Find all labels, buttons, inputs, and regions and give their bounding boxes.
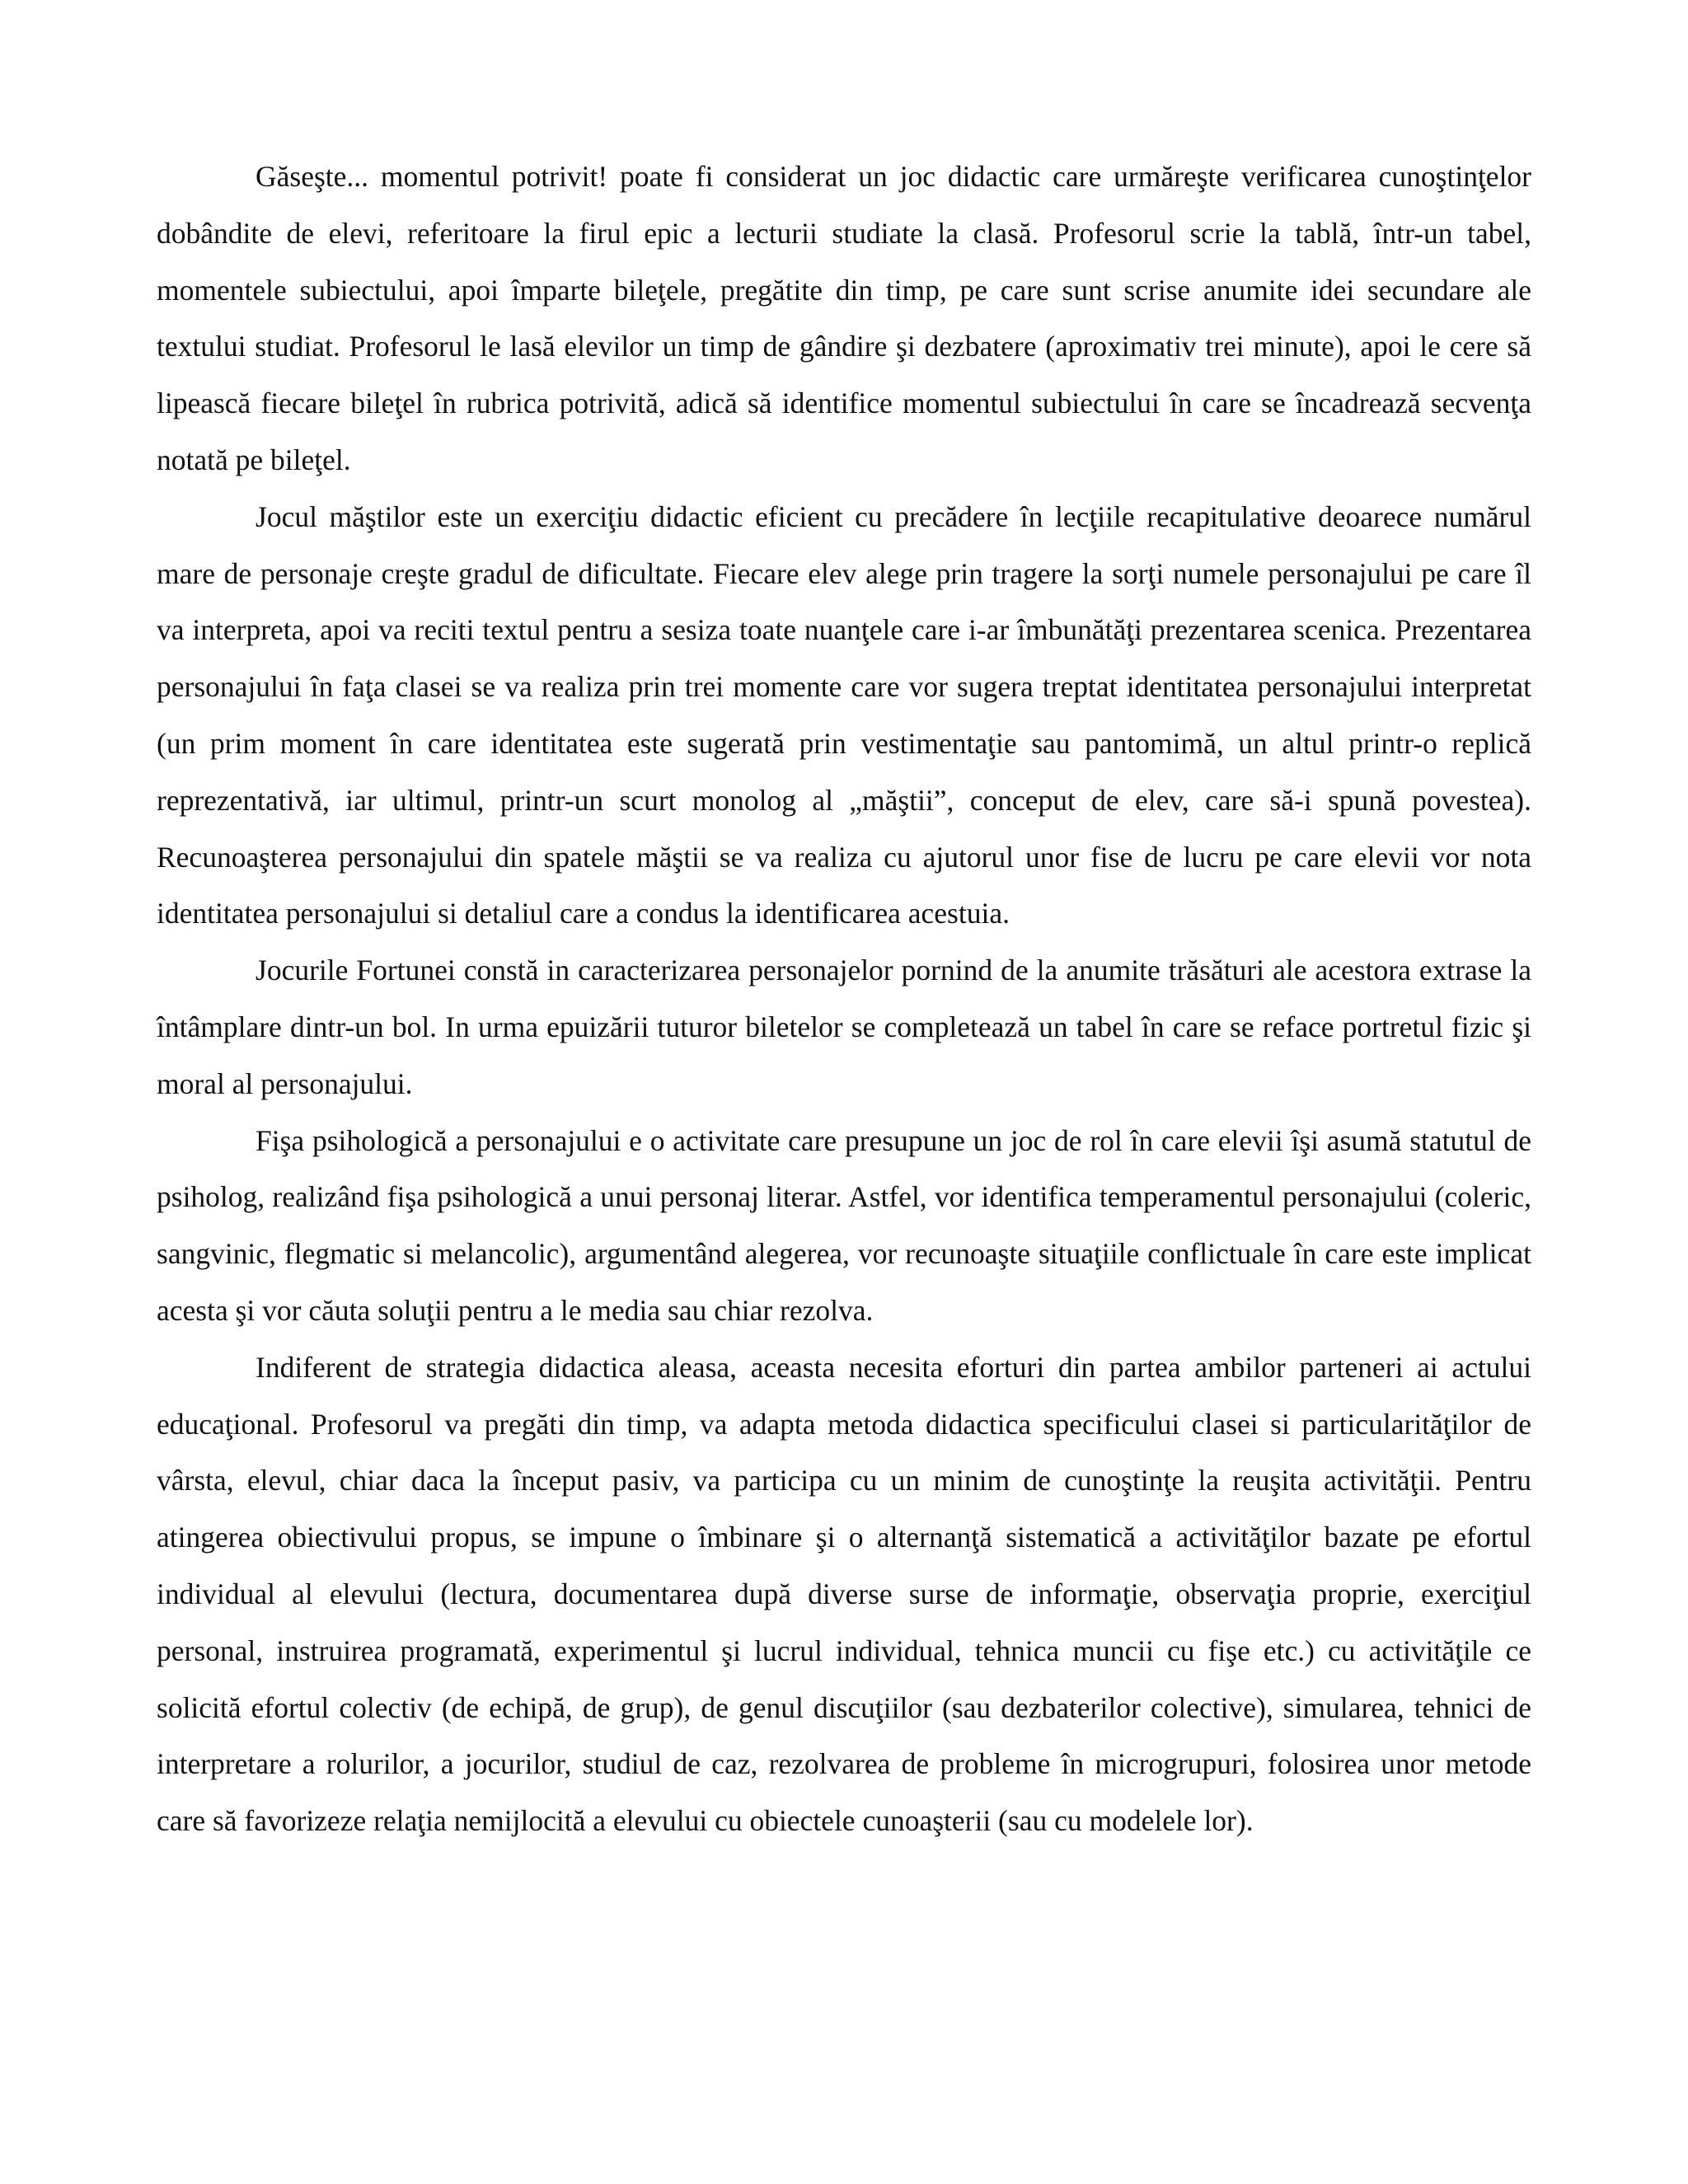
document-page <box>157 148 1531 1849</box>
paragraph-strategia-didactica: Indiferent de strategia didactica aleasa, aceasta necesita eforturi din partea ambilor parteneri ai actului educaţional. Profesorul va pregăti din timp, va adapta metoda didactica specificului clasei si particularităţilor de vârsta, elevul, chiar daca la început pasiv, va participa cu un minim de cunoştinţe la reuşita activităţii. Pentru atingerea obiectivului propus, se impune o îmbinare şi o alternanţă sistematică a activităţilor bazate pe efortul individual al elevului (lectura, documentarea după diverse surse de informaţie, observaţia proprie, exerciţiul personal, instruirea programată, experimentul şi lucrul individual, tehnica muncii cu fişe etc.) cu activităţile ce solicită efortul colectiv (de echipă, de grup), de genul discuţiilor (sau dezbaterilor colective), simularea, tehnici de interpretare a rolurilor, a jocurilor, studiul de caz, rezolvarea de probleme în microgrupuri, folosirea unor metode care să favorizeze relaţia nemijlocită a elevului cu obiectele cunoaşterii (sau cu modelele lor). <box>157 1350 1531 1838</box>
paragraph-jocurile-fortunei: Jocurile Fortunei constă in caracterizarea personajelor pornind de la anumite trăsături ale acestora extrase la întâmplare dintr-un bol. In urma epuizării tuturor biletelor se completează un tabel în care se reface portretul fizic şi moral al personajului. <box>157 954 1531 1100</box>
paragraph-jocul-mastilor: Jocul măştilor este un exerciţiu didactic eficient cu precădere în lecţiile recapitulative deoarece numărul mare de personaje creşte gradul de dificultate. Fiecare elev alege prin tragere la sorţi numele personajului pe care îl va interpreta, apoi va reciti textul pentru a sesiza toate nuanţele care i-ar îmbunătăţi prezentarea scenica. Prezentarea personajului în faţa clasei se va realiza prin trei momente care vor sugera treptat identitatea personajului interpretat (un prim moment în care identitatea este sugerată prin vestimentaţie sau pantomimă, un altul printr-o replică reprezentativă, iar ultimul, printr-un scurt monolog al „măştii”, conceput de elev, care să-i spună povestea). Recunoaşterea personajului din spatele măştii se va realiza cu ajutorul unor fise de lucru pe care elevii vor nota identitatea personajului si detaliul care a condus la identificarea acestuia. <box>157 499 1531 930</box>
paragraph-gaseste-momentul: Găseşte... momentul potrivit! poate fi considerat un joc didactic care urmăreşte verificarea cunoştinţelor dobândite de elevi, referitoare la firul epic a lecturii studiate la clasă. Profesorul scrie la tablă, într-un tabel, momentele subiectului, apoi împarte bileţele, pregătite din timp, pe care sunt scrise anumite idei secundare ale textului studiat. Profesorul le lasă elevilor un timp de gândire şi dezbatere (aproximativ trei minute), apoi le cere să lipească fiecare bileţel în rubrica potrivită, adică să identifice momentul subiectului în care se încadrează secvenţa notată pe bileţel. <box>157 160 1531 476</box>
paragraph-fisa-psihologica: Fişa psihologică a personajului e o activitate care presupune un joc de rol în care elevii îşi asumă statutul de psiholog, realizând fişa psihologică a unui personaj literar. Astfel, vor identifica temperamentul personajului (coleric, sangvinic, flegmatic si melancolic), argumentând alegerea, vor recunoaşte situaţiile conflictuale în care este implicat acesta şi vor căuta soluţii pentru a le media sau chiar rezolva. <box>157 1123 1531 1327</box>
